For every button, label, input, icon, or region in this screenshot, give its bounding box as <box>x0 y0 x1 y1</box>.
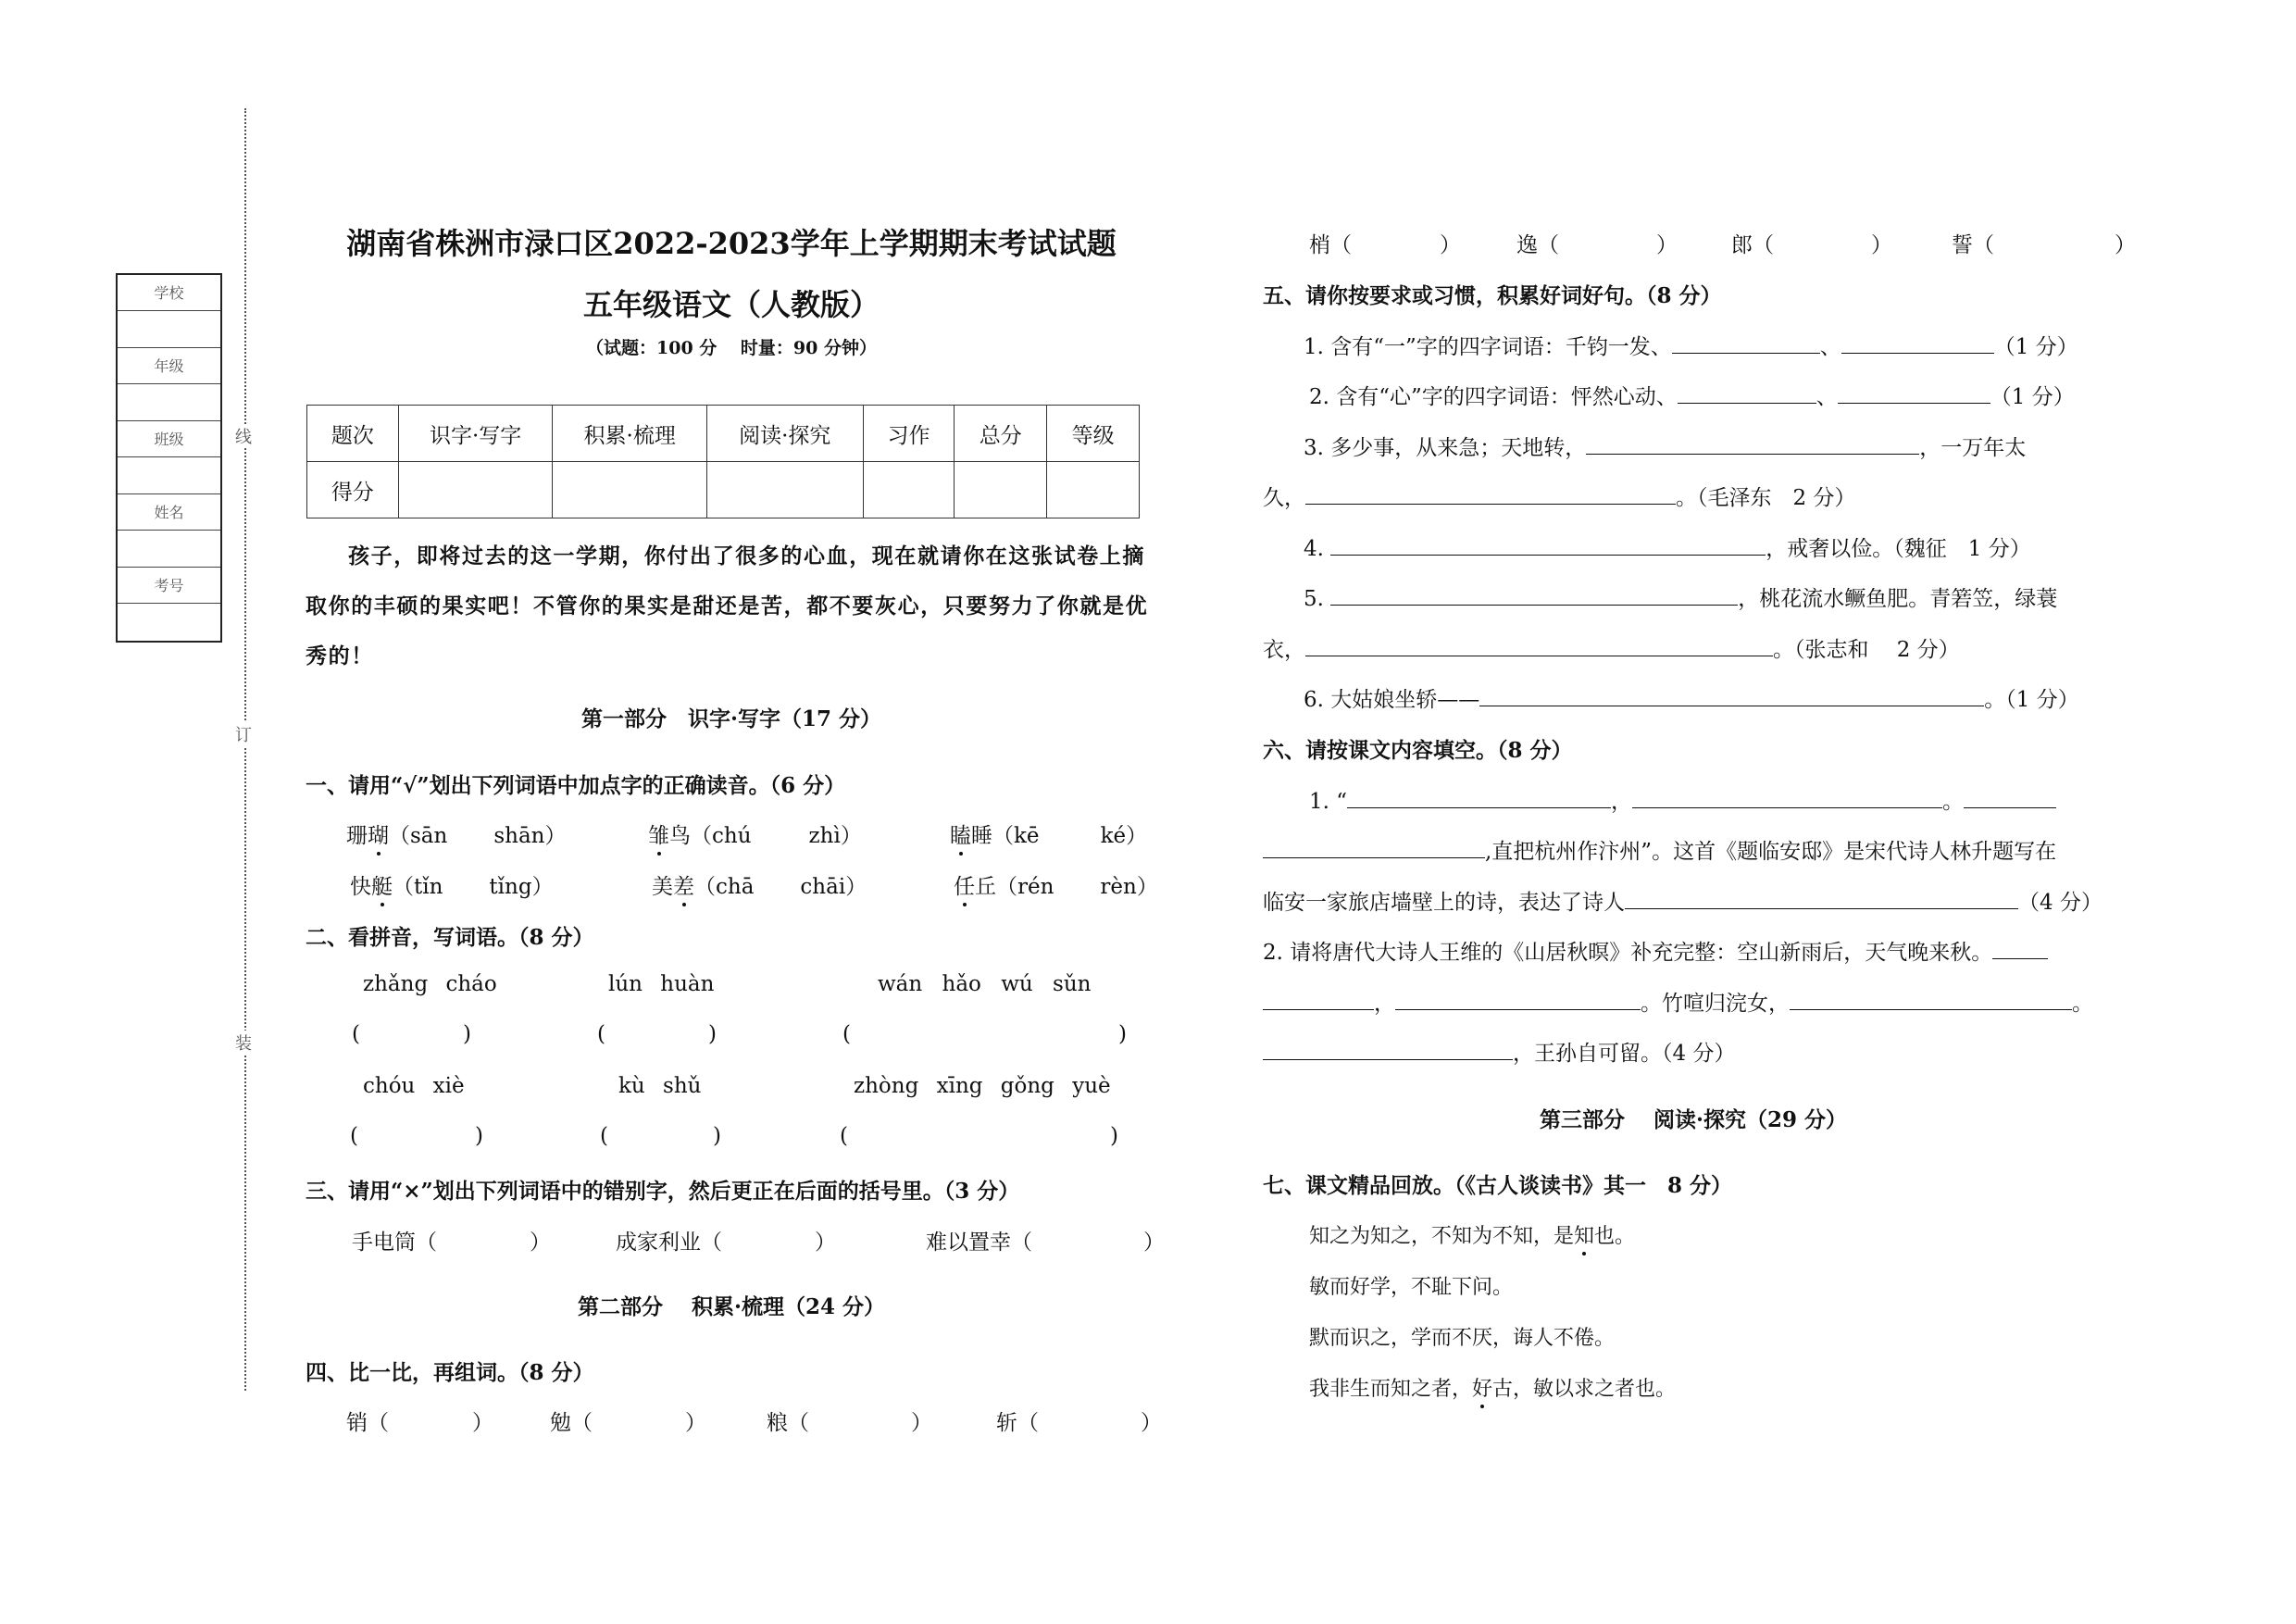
dotted-char: 好 <box>1472 1373 1492 1402</box>
fill-blank[interactable] <box>1672 331 1820 354</box>
pinyin-option[interactable]: shān <box>493 824 545 848</box>
fill-blank[interactable] <box>1263 835 1485 858</box>
score-cell[interactable] <box>955 462 1047 518</box>
q4-item: 斩（ ） <box>996 1411 1162 1435</box>
pinyin-option[interactable]: chú <box>712 824 752 848</box>
q4-item: 梢（ ） <box>1309 233 1461 257</box>
pinyin-option[interactable]: tǐn <box>414 875 443 899</box>
pinyin-option[interactable]: chā <box>716 875 755 899</box>
passage-line: 默而识之，学而不厌，诲人不倦。 <box>1309 1327 1616 1350</box>
fill-blank[interactable] <box>1632 785 1942 808</box>
q6-title: 六、请按课文内容填空。（8 分） <box>1263 738 1573 763</box>
score-row-label: 得分 <box>307 462 399 518</box>
q1-item: 珊瑚（sān shān） <box>346 818 567 849</box>
dotted-char: 任 <box>954 869 975 900</box>
score-header-cell: 习作 <box>863 406 955 462</box>
pinyin-option[interactable]: rén <box>1017 875 1054 899</box>
fill-blank[interactable] <box>1678 381 1816 404</box>
fill-blank[interactable] <box>1263 987 1374 1010</box>
q5-line-4: 4. ，戒奢以俭。（魏征 1 分） <box>1304 531 2031 562</box>
school-label: 学校 <box>118 275 220 311</box>
q7-title: 七、课文精品回放。（《古人谈读书》其一 8 分） <box>1263 1173 1733 1198</box>
score-header-cell: 等级 <box>1047 406 1140 462</box>
pinyin-prompt: lún huàn <box>608 972 715 996</box>
q4-item: 销（ ） <box>346 1411 493 1435</box>
fill-blank[interactable] <box>1347 785 1611 808</box>
part3-title: 第三部分 阅读·探究（29 分） <box>1539 1107 1848 1132</box>
fill-blank[interactable] <box>1964 785 2056 808</box>
q1-title: 一、请用“√”划出下列词语中加点字的正确读音。（6 分） <box>306 773 846 798</box>
q4-item: 誓（ ） <box>1952 233 2136 257</box>
exam-number-field[interactable] <box>118 604 220 641</box>
pinyin-prompt: wán hǎo wú sǔn <box>878 972 1092 996</box>
pinyin-option[interactable]: chāi <box>800 875 846 899</box>
score-table <box>306 405 1140 518</box>
answer-paren-close: ) <box>708 1022 717 1046</box>
student-info-box <box>116 273 222 643</box>
q4-item: 粮（ ） <box>767 1411 932 1435</box>
q6-line-4: 2. 请将唐代大诗人王维的《山居秋暝》补充完整：空山新雨后，天气晚来秋。 <box>1263 935 2048 966</box>
q6-line-5: ， 。竹喧归浣女， 。 <box>1263 986 2093 1017</box>
q3-item: 成家利业（ ） <box>616 1230 836 1255</box>
pinyin-option[interactable]: kē <box>1014 824 1040 848</box>
score-cell[interactable] <box>398 462 553 518</box>
score-header-cell: 阅读·探究 <box>706 406 863 462</box>
answer-paren-open: ( <box>352 1022 360 1046</box>
q1-item: 快艇（tǐn tǐng） <box>350 869 554 900</box>
pinyin-prompt: zhòng xīng gǒng yuè <box>854 1074 1111 1098</box>
dotted-char: 雏 <box>648 818 669 849</box>
pinyin-prompt: zhǎng cháo <box>363 972 497 996</box>
score-table-header-row <box>307 406 1140 462</box>
q1-item: 雏鸟（chú zhì） <box>648 818 862 849</box>
fill-blank[interactable] <box>1790 987 2072 1010</box>
answer-paren-open: ( <box>600 1124 608 1148</box>
pinyin-option[interactable]: tǐng <box>489 875 532 899</box>
class-field[interactable] <box>118 457 220 494</box>
q5-line-5: 5. ，桃花流水鳜鱼肥。青箬笠，绿蓑 <box>1304 581 2057 612</box>
score-header-cell: 题次 <box>307 406 399 462</box>
q3-item: 难以置幸（ ） <box>926 1230 1165 1255</box>
passage-line: 敏而好学，不耻下问。 <box>1309 1276 1514 1299</box>
passage-line: 我非生而知之者，好古，敏以求之者也。 <box>1309 1373 1676 1402</box>
q4-title: 四、比一比，再组词。（8 分） <box>306 1360 594 1385</box>
q6-line-2: ,直把杭州作汴州”。这首《题临安邸》是宋代诗人林升题写在 <box>1263 834 2056 865</box>
answer-paren-close: ) <box>713 1124 721 1148</box>
q5-line-3: 3. 多少事，从来急；天地转， ，一万年太 <box>1304 431 2026 461</box>
score-cell[interactable] <box>1047 462 1140 518</box>
school-field[interactable] <box>118 311 220 348</box>
binding-mark-zhuang: 装 <box>235 1031 252 1055</box>
q1-item: 任丘（rén rèn） <box>954 869 1158 900</box>
q5-line-2: 2. 含有“心”字的四字词语：怦然心动、 、 （1 分） <box>1309 380 2075 410</box>
exam-meta: （试题：100 分 时量：90 分钟） <box>586 338 877 358</box>
answer-paren-close: ) <box>475 1124 483 1148</box>
dotted-char: 瞌 <box>950 818 971 849</box>
dotted-char: 瑚 <box>368 818 389 849</box>
fill-blank[interactable] <box>1330 532 1766 556</box>
score-header-cell: 识字·写字 <box>398 406 553 462</box>
grade-field[interactable] <box>118 384 220 421</box>
q1-item: 美差（chā chāi） <box>652 869 867 900</box>
pinyin-option[interactable]: sān <box>410 824 448 848</box>
fill-blank[interactable] <box>1586 431 1919 455</box>
dotted-char: 知 <box>1574 1220 1594 1249</box>
q4-item: 郎（ ） <box>1731 233 1892 257</box>
binding-mark-xian: 线 <box>235 424 252 448</box>
part1-title: 第一部分 识字·写字（17 分） <box>580 706 882 731</box>
binding-line <box>244 108 246 1391</box>
pinyin-prompt: kù shǔ <box>618 1074 702 1098</box>
answer-paren-close: ) <box>1118 1022 1127 1046</box>
page-title: 湖南省株洲市渌口区2022-2023学年上学期期末考试试题 <box>346 226 1117 261</box>
pinyin-option[interactable]: zhì <box>808 824 841 848</box>
name-label: 姓名 <box>118 494 220 531</box>
q6-line-6: ，王孙自可留。（4 分） <box>1263 1036 1735 1067</box>
grade-label: 年级 <box>118 348 220 384</box>
q5-line-6: 6. 大姑娘坐轿—— 。（1 分） <box>1304 682 2079 713</box>
pinyin-prompt: chóu xiè <box>363 1074 465 1098</box>
score-cell[interactable] <box>553 462 707 518</box>
pinyin-option[interactable]: ké <box>1100 824 1127 848</box>
q2-title: 二、看拼音，写词语。（8 分） <box>306 925 594 950</box>
score-cell[interactable] <box>863 462 955 518</box>
binding-mark-ding: 订 <box>235 722 252 746</box>
passage-line: 知之为知之，不知为不知，是知也。 <box>1309 1220 1635 1249</box>
fill-blank[interactable] <box>1263 1037 1513 1060</box>
q3-item: 手电筒（ ） <box>352 1230 551 1255</box>
answer-paren-open: ( <box>840 1124 848 1148</box>
dotted-char: 艇 <box>371 869 393 900</box>
q5-line-5-cont: 衣， 。（张志和 2 分） <box>1263 632 1960 663</box>
name-field[interactable] <box>118 531 220 568</box>
score-cell[interactable] <box>706 462 863 518</box>
exam-number-label: 考号 <box>118 568 220 604</box>
score-header-cell: 积累·梳理 <box>553 406 707 462</box>
score-header-cell: 总分 <box>955 406 1047 462</box>
q6-line-3: 临安一家旅店墙壁上的诗，表达了诗人 （4 分） <box>1263 885 2103 916</box>
q5-line-3-cont: 久， 。（毛泽东 2 分） <box>1263 481 1855 511</box>
page-subtitle: 五年级语文（人教版） <box>582 287 880 322</box>
fill-blank[interactable] <box>1625 886 2018 909</box>
intro-paragraph: 孩子，即将过去的这一学期，你付出了很多的心血，现在就请你在这张试卷上摘取你的丰硕的果实吧！不管你的果实是甜还是苦，都不要灰心，只要努力了你就是优秀的！ <box>306 543 1149 668</box>
fill-blank[interactable] <box>1992 936 2048 959</box>
q6-line-1: 1. “ ， 。 <box>1309 784 2056 815</box>
answer-paren-close: ) <box>1110 1124 1118 1148</box>
q5-title: 五、请你按要求或习惯，积累好词好句。（8 分） <box>1263 283 1722 308</box>
answer-paren-open: ( <box>597 1022 605 1046</box>
fill-blank[interactable] <box>1305 481 1676 505</box>
pinyin-option[interactable]: rèn <box>1100 875 1137 899</box>
part2-title: 第二部分 积累·梳理（24 分） <box>577 1294 886 1319</box>
q4-item: 逸（ ） <box>1516 233 1678 257</box>
fill-blank[interactable] <box>1479 683 1984 706</box>
answer-paren-open: ( <box>350 1124 358 1148</box>
q5-line-1: 1. 含有“一”字的四字词语：千钧一发、 、 （1 分） <box>1304 330 2078 360</box>
q3-title: 三、请用“×”划出下列词语中的错别字，然后更正在后面的括号里。（3 分） <box>306 1179 1020 1204</box>
fill-blank[interactable] <box>1330 582 1738 606</box>
score-table-row <box>307 462 1140 518</box>
fill-blank[interactable] <box>1841 331 1994 354</box>
answer-paren-close: ) <box>463 1022 471 1046</box>
fill-blank[interactable] <box>1305 633 1773 656</box>
answer-paren-open: ( <box>842 1022 851 1046</box>
q4-item: 勉（ ） <box>550 1411 706 1435</box>
q1-item: 瞌睡（kē ké） <box>950 818 1147 849</box>
fill-blank[interactable] <box>1395 987 1641 1010</box>
class-label: 班级 <box>118 421 220 457</box>
dotted-char: 差 <box>673 869 694 900</box>
fill-blank[interactable] <box>1838 381 1990 404</box>
